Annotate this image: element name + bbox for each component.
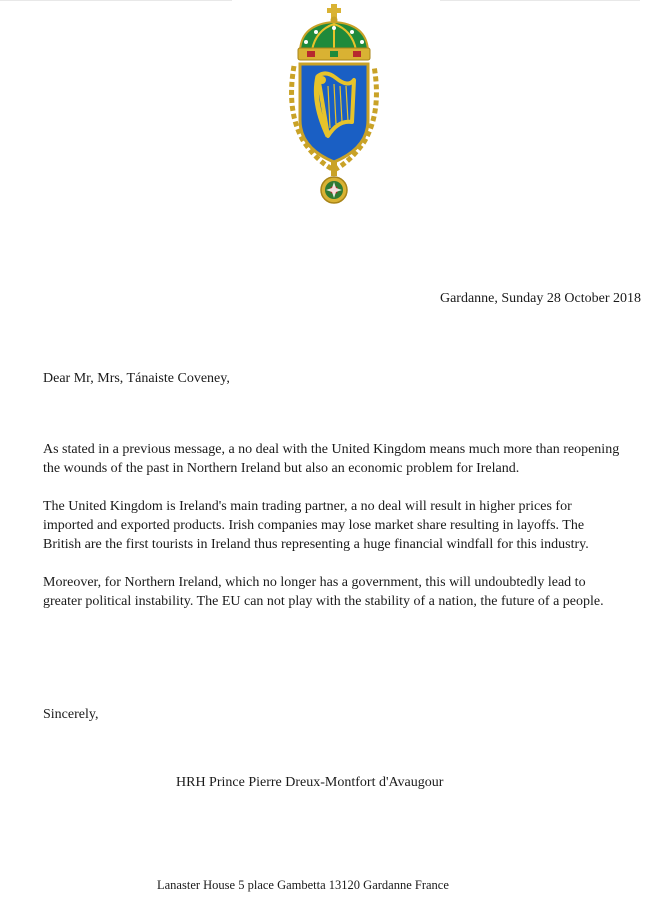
letter-dateline: Gardanne, Sunday 28 October 2018 bbox=[439, 291, 641, 306]
letter-salutation: Dear Mr, Mrs, Tánaiste Coveney, bbox=[43, 371, 230, 386]
crown-cross bbox=[327, 4, 341, 24]
crown bbox=[298, 22, 370, 60]
pendant-badge bbox=[321, 162, 347, 203]
top-divider-left bbox=[0, 0, 232, 1]
letter-signatory: HRH Prince Pierre Dreux-Montfort d'Avaugour bbox=[176, 775, 444, 790]
coat-of-arms-icon bbox=[282, 2, 386, 210]
body-paragraph-2: The United Kingdom is Ireland's main trading partner, a no deal will result in higher prices for imported and exported products. Irish companies may lose market share resulting in layoffs. The British are the first tourists in Ireland thus representing a huge financial windfall for this industry. bbox=[43, 499, 589, 552]
top-divider-right bbox=[440, 0, 640, 1]
letter-body bbox=[43, 440, 623, 630]
letter-closing: Sincerely, bbox=[43, 707, 99, 722]
body-paragraph-1: As stated in a previous message, a no deal with the United Kingdom means much more than reopening the wounds of the past in Northern Ireland but also an economic problem for Ireland. bbox=[43, 442, 620, 476]
body-paragraph-3: Moreover, for Northern Ireland, which no longer has a government, this will undoubtedly lead to greater political instability. The EU can not play with the stability of a nation, the future of a people. bbox=[43, 575, 604, 609]
letter-address: Lanaster House 5 place Gambetta 13120 Gardanne France bbox=[157, 878, 449, 892]
